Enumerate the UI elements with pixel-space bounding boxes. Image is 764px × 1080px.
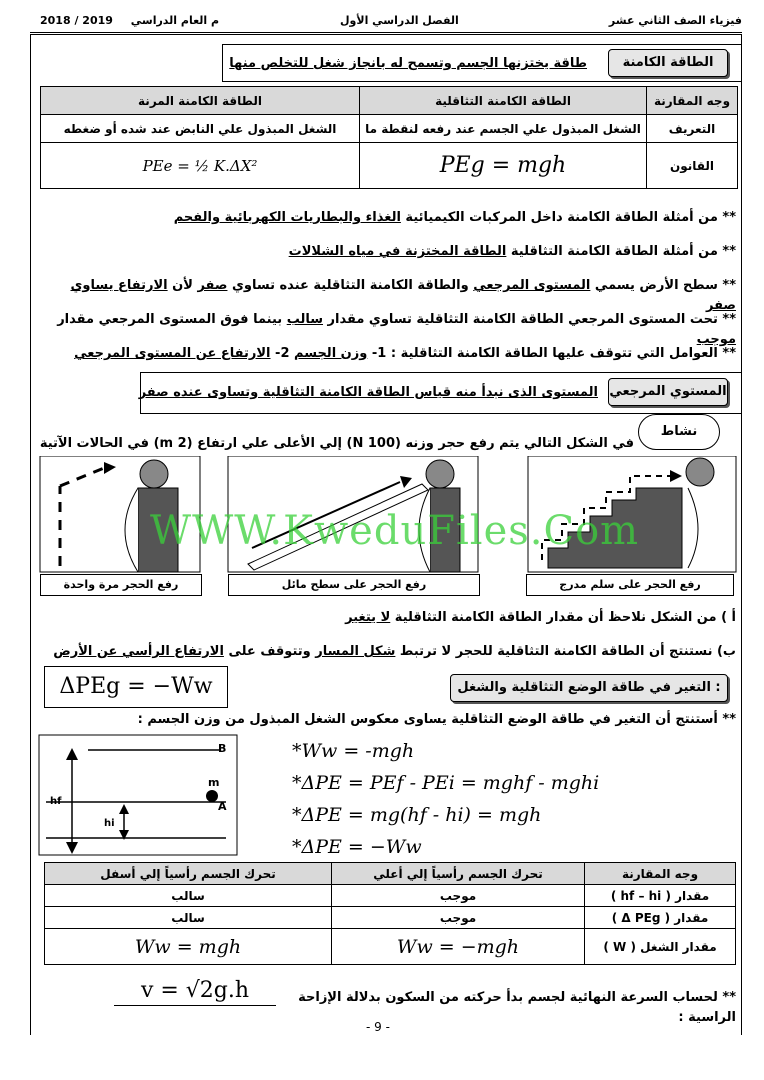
table-row: [45, 929, 736, 965]
note-gravitational: ** من أمثلة الطاقة الكامنة التثاقلية الطاقة المختزنة في مياه الشلالات: [288, 244, 736, 259]
diagram-label-B: B: [218, 742, 227, 755]
table-cell: مقدار الشغل ( W ): [585, 929, 736, 965]
note-ground-level: ** سطح الأرض يسمي المستوى المرجعي والطاقة الكامنة التثاقلية عنده تساوي صفر لأن الارتفاع يساوي صفر: [70, 278, 736, 313]
table-cell: التعريف: [647, 115, 738, 143]
table-cell: مقدار ( Δ PEg ): [585, 907, 736, 929]
diagram-label-m: m: [208, 776, 220, 789]
reference-level-definition: المستوى الذى نبدأ منه قياس الطاقة الكامنة التثاقلية وتساوى عنده صفر: [138, 385, 598, 400]
boxed-work-formula: ΔPEg = −Ww: [44, 666, 228, 708]
equation-delta-pe-work: *ΔPE = −Ww: [292, 836, 422, 858]
activity-text: في الشكل التالي يتم رفع حجر وزنه (100 N) إلي الأعلى علي ارتفاع (2 m) في الحالات الآتية: [39, 436, 634, 451]
diagram-label-A: A: [218, 800, 227, 813]
potential-energy-definition: طاقة يختزنها الجسم وتسمح له بانجاز شغل للتخلص منها: [229, 56, 587, 71]
header-year-value: 2018 / 2019 م: [40, 14, 220, 27]
page: [30, 10, 742, 1038]
potential-energy-tab: الطاقة الكامنة: [608, 49, 728, 77]
header-year: [40, 14, 219, 27]
caption-staircase: رفع الحجر على سلم مدرج: [526, 574, 734, 596]
table-cell: Ww = mgh: [45, 929, 332, 965]
header-year-label: العام الدراسي: [130, 14, 208, 27]
table-cell: القانون: [647, 143, 738, 189]
table-row: [41, 143, 738, 189]
table-cell: موجب: [332, 885, 585, 907]
table-row: [45, 863, 736, 885]
activity-bubble: نشاط: [638, 414, 720, 450]
caption-single: رفع الحجر مرة واحدة: [40, 574, 202, 596]
height-diagram: [38, 734, 238, 856]
caption-inclined: رفع الحجر على سطح مائل: [228, 574, 480, 596]
table-cell: الشغل المبذول علي النابض عند شده أو ضغطه: [41, 115, 360, 143]
equation-delta-pe: *ΔPE = PEf - PEi = mghf - mghi: [292, 772, 600, 794]
table-header: وجه المقارنة: [585, 863, 736, 885]
equation-delta-pe-factored: *ΔPE = mg(hf - hi) = mgh: [292, 804, 542, 826]
table-header: تحرك الجسم رأسياً إلي أعلي: [332, 863, 585, 885]
table-cell: مقدار ( hf – hi ): [585, 885, 736, 907]
table-header: تحرك الجسم رأسياً إلي أسفل: [45, 863, 332, 885]
work-change-tab: التغير في طاقة الوضع التثاقلية والشغل :: [450, 674, 728, 702]
table-header: الطاقة الكامنة التثاقلية: [360, 87, 647, 115]
observation-b: ب) نستنتج أن الطاقة الكامنة التثاقلية للحجر لا ترتبط شكل المسار وتتوقف على الارتفاع الرأسي عن الأرض: [53, 644, 736, 659]
table-header: الطاقة الكامنة المرنة: [41, 87, 360, 115]
energy-comparison-table: [40, 86, 738, 189]
note-chemical: ** من أمثلة الطاقة الكامنة داخل المركبات الكيميائية الغذاء والبطاريات الكهربائية والفحم: [173, 210, 736, 225]
header-term: الفصل الدراسي الأول: [340, 14, 459, 27]
header-rule: [30, 32, 742, 33]
table-cell: موجب: [332, 907, 585, 929]
diagram-label-hf: hf: [50, 796, 62, 807]
header-subject: فيزياء الصف الثاني عشر: [608, 14, 742, 27]
gravitational-pe-formula: PEg = mgh: [360, 143, 647, 189]
table-cell: Ww = −mgh: [332, 929, 585, 965]
equation-work: *Ww = -mgh: [292, 740, 415, 762]
note-below-reference: ** تحت المستوى المرجعي الطاقة الكامنة التثاقلية تساوي مقدار سالب بينما فوق المستوى المرجعي مقدار موجب: [57, 312, 736, 347]
final-speed-text: ** لحساب السرعة النهائية لجسم بدأ حركته من السكون بدلالة الإزاحة الراسية :: [298, 990, 736, 1025]
motion-comparison-table: [44, 862, 736, 965]
work-conclusion: ** أستنتج أن التغير في طاقة الوضع التثاقلية يساوى معكوس الشغل المبذول من وزن الجسم :: [137, 712, 736, 727]
final-speed-formula: v = √2g.h: [114, 978, 276, 1006]
table-header: وجه المقارنة: [647, 87, 738, 115]
page-number: - 9 -: [366, 1020, 390, 1034]
table-cell: سالب: [45, 907, 332, 929]
observation-a: أ ) من الشكل نلاحظ أن مقدار الطاقة الكامنة التثاقلية لا يتغير: [345, 610, 736, 625]
table-cell: الشغل المبذول علي الجسم عند رفعه لنقطة ما: [360, 115, 647, 143]
note-factors: ** العوامل التي تتوقف عليها الطاقة الكامنة التثاقلية : 1- وزن الجسم 2- الارتفاع عن المستوى المرجعي: [74, 346, 736, 361]
elastic-pe-formula: PEe = ½ K.ΔX²: [41, 143, 360, 189]
table-cell: سالب: [45, 885, 332, 907]
table-row: [45, 907, 736, 929]
table-row: [41, 115, 738, 143]
diagram-label-hi: hi: [104, 818, 115, 829]
watermark: WWW.KweduFiles.Com: [150, 508, 640, 554]
reference-level-tab: المستوي المرجعي: [608, 378, 728, 406]
table-row: [45, 885, 736, 907]
table-row: [41, 87, 738, 115]
